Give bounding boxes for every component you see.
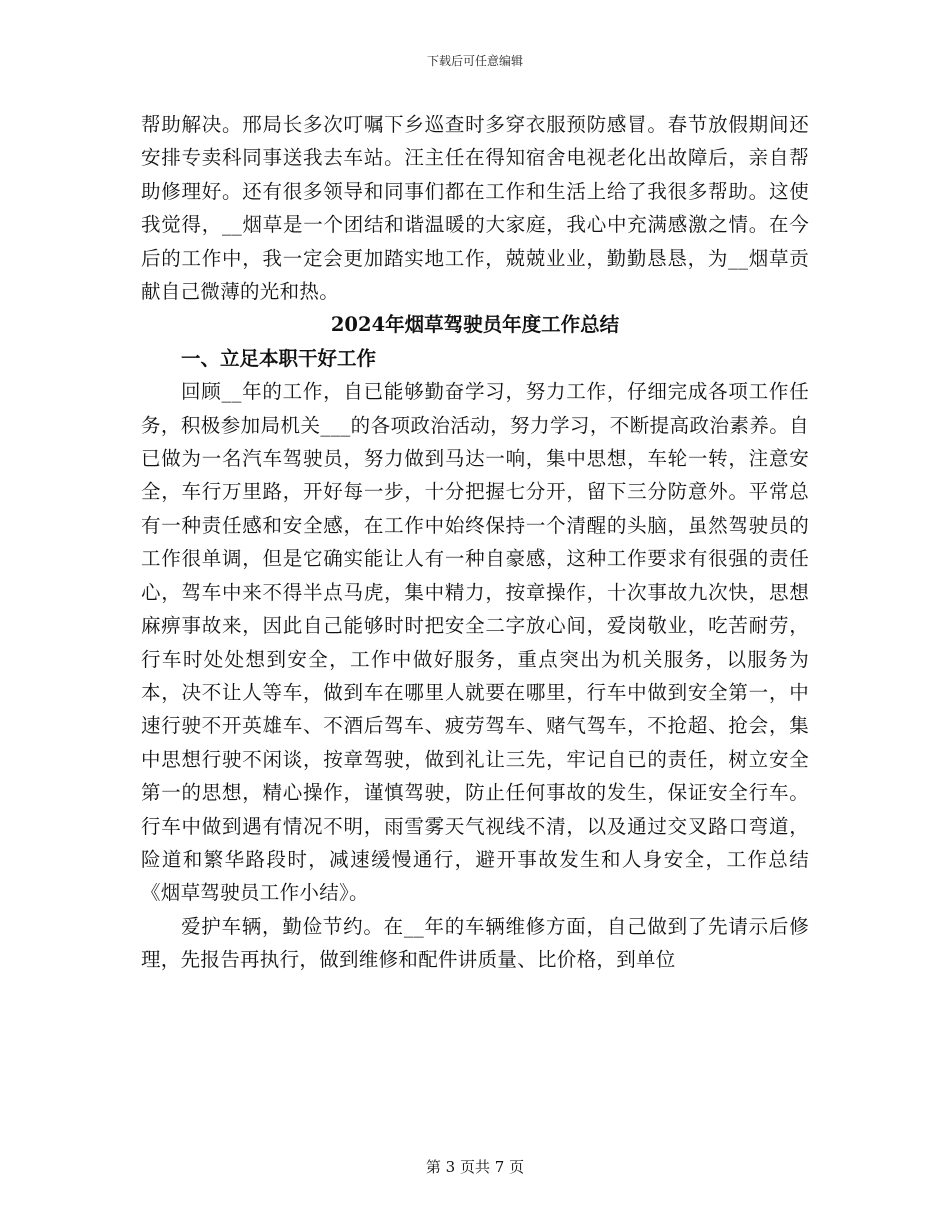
document-body bbox=[141, 108, 809, 977]
paragraph-vehicle-care: 爱护车辆，勤俭节约。在__年的车辆维修方面，自己做到了先请示后修理，先报告再执行，做到维修和配件讲质量、比价格，到单位 bbox=[141, 914, 809, 972]
document-title: 2024年烟草驾驶员年度工作总结 bbox=[330, 313, 620, 337]
paragraph-review: 回顾__年的工作，自已能够勤奋学习，努力工作，仔细完成各项工作任务，积极参加局机关___的各项政治活动，努力学习，不断提高政治素养。自已做为一名汽车驾驶员，努力做到马达一响，集中思想，车轮一转，注意安全，车行万里路，开好每一步，十分把握七分开，留下三分防意外。平常总有一种责任感和安全感，在工作中始终保持一个清醒的头脑，虽然驾驶员的工作很单调，但是它确实能让人有一种自豪感，这种工作要求有很强的责任心，驾车中来不得半点马虎，集中精力，按章操作，十次事故九次快，思想麻痹事故来，因此自己能够时时把安全二字放心间，爱岗敬业，吃苦耐劳，行车时处处想到安全，工作中做好服务，重点突出为机关服务，以服务为本，决不让人等车，做到车在哪里人就要在哪里，行车中做到安全第一，中速行驶不开英雄车、不酒后驾车、疲劳驾车、赌气驾车，不抢超、抢会，集中思想行驶不闲谈，按章驾驶，做到礼让三先，牢记自已的责任，树立安全第一的思想，精心操作，谨慎驾驶，防止任何事故的发生，保证安全行车。行车中做到遇有情况不明，雨雪雾天气视线不清，以及通过交叉路口弯道，险道和繁华路段时，减速缓慢通行，避开事故发生和人身安全，工作总结《烟草驾驶员工作小结》。 bbox=[141, 380, 809, 905]
page-footer: 第 3 页共 7 页 bbox=[425, 1158, 525, 1176]
page-header: 下载后可任意编辑 bbox=[426, 54, 523, 68]
paragraph-continuation: 帮助解决。邢局长多次叮嘱下乡巡查时多穿衣服预防感冒。春节放假期间还安排专卖科同事送我去车站。汪主任在得知宿舍电视老化出故障后，亲自帮助修理好。还有很多领导和同事们都在工作和生活上给了我很多帮助。这使我觉得，__烟草是一个团结和谐温暖的大家庭，我心中充满感激之情。在今后的工作中，我一定会更加踏实地工作，兢兢业业，勤勤恳恳，为__烟草贡献自己微薄的光和热。 bbox=[141, 113, 809, 304]
section-heading-1: 一、立足本职干好工作 bbox=[181, 346, 377, 370]
